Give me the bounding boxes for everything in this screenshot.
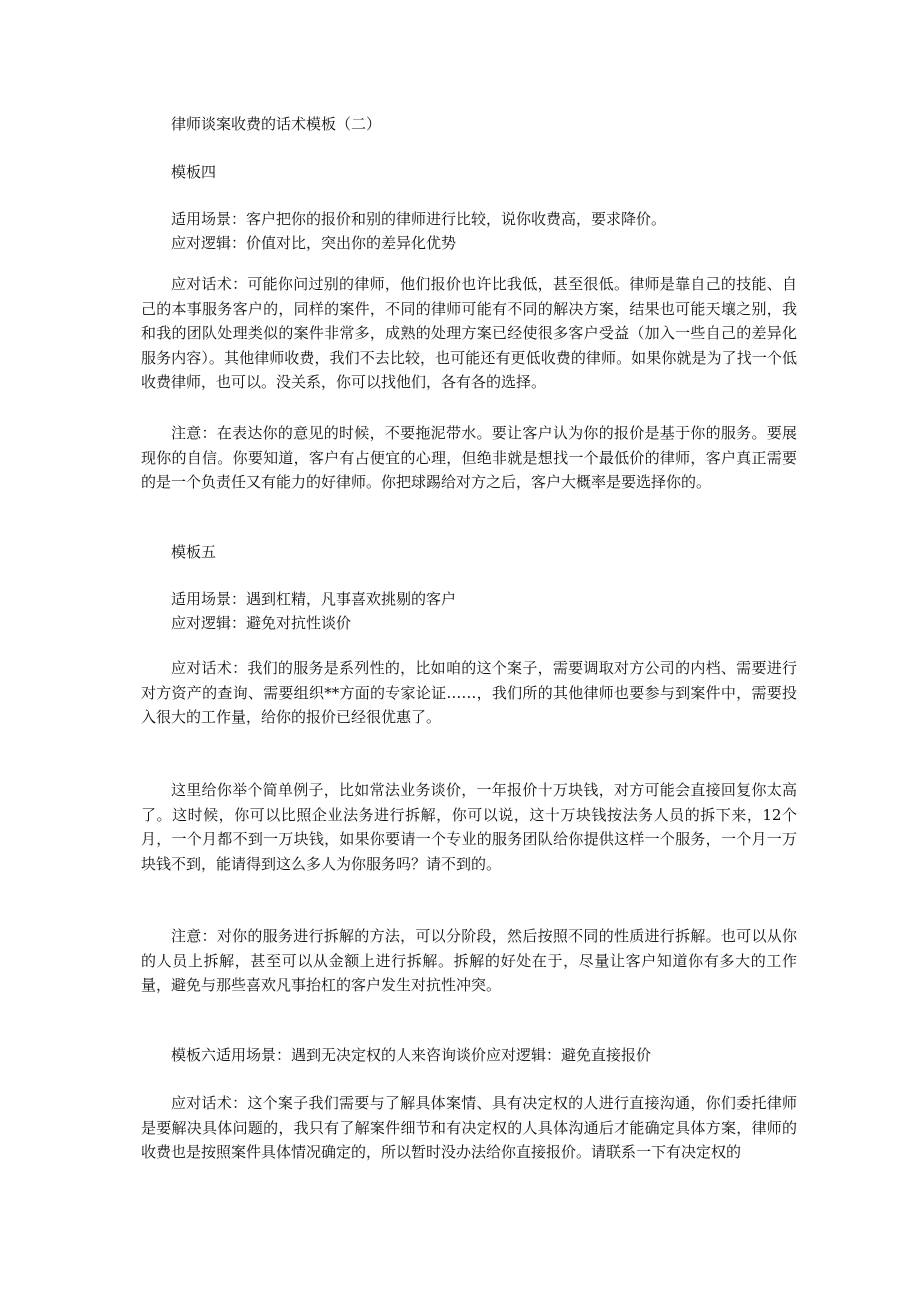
template5-heading: 模板五: [171, 543, 217, 561]
template5-logic: 应对逻辑：避免对抗性谈价: [171, 614, 352, 632]
template4-heading: 模板四: [171, 163, 217, 181]
template4-scenario: 适用场景：客户把你的报价和别的律师进行比较，说你收费高，要求降价。: [171, 210, 667, 228]
template5-script: 应对话术：我们的服务是系列性的，比如咱的这个案子，需要调取对方公司的内档、需要进行对方资产的查询、需要组织**方面的专家论证……，我们所的其他律师也要参与到案件中，需要投入很大的工作量，给你的报价已经很优惠了。: [141, 659, 797, 726]
template6-script: 应对话术：这个案子我们需要与了解具体案情、具有决定权的人进行直接沟通，你们委托律师是要解决具体问题的，我只有了解案件细节和有决定权的人具体沟通后才能确定具体方案，律师的收费也是按照案件具体情况确定的，所以暂时没办法给你直接报价。请联系一下有决定权的: [141, 1094, 797, 1161]
template6-heading: 模板六适用场景：遇到无决定权的人来咨询谈价应对逻辑：避免直接报价: [171, 1046, 652, 1064]
template5-note: 注意：对你的服务进行拆解的方法，可以分阶段，然后按照不同的性质进行拆解。也可以从你的人员上拆解，甚至可以从金额上进行拆解。拆解的好处在于，尽量让客户知道你有多大的工作量，避免与那些喜欢凡事抬杠的客户发生对抗性冲突。: [141, 927, 797, 994]
document-title: 律师谈案收费的话术模板（二）: [171, 115, 382, 133]
template4-logic: 应对逻辑：价值对比，突出你的差异化优势: [171, 234, 457, 252]
template4-script: 应对话术：可能你问过别的律师，他们报价也许比我低，甚至很低。律师是靠自己的技能、自己的本事服务客户的，同样的案件，不同的律师可能有不同的解决方案，结果也可能天壤之别，我和我的团队处理类似的案件非常多，成熟的处理方案已经使很多客户受益（加入一些自己的差异化服务内容）。其他律师收费，我们不去比较，也可能还有更低收费的律师。如果你就是为了找一个低收费律师，也可以。没关系，你可以找他们，各有各的选择。: [141, 275, 797, 391]
template5-scenario: 适用场景：遇到杠精，凡事喜欢挑剔的客户: [171, 590, 457, 608]
template4-note: 注意：在表达你的意见的时候，不要拖泥带水。要让客户认为你的报价是基于你的服务。要展现你的自信。你要知道，客户有占便宜的心理，但绝非就是想找一个最低价的律师，客户真正需要的是一个负责任又有能力的好律师。你把球踢给对方之后，客户大概率是要选择你的。: [141, 424, 797, 491]
template5-example: 这里给你举个简单例子，比如常法业务谈价，一年报价十万块钱，对方可能会直接回复你太高了。这时候，你可以比照企业法务进行拆解，你可以说，这十万块钱按法务人员的拆下来，12个月，一个月都不到一万块钱，如果你要请一个专业的服务团队给你提供这样一个服务，一个月一万块钱不到，能请得到这么多人为你服务吗？请不到的。: [141, 781, 797, 873]
